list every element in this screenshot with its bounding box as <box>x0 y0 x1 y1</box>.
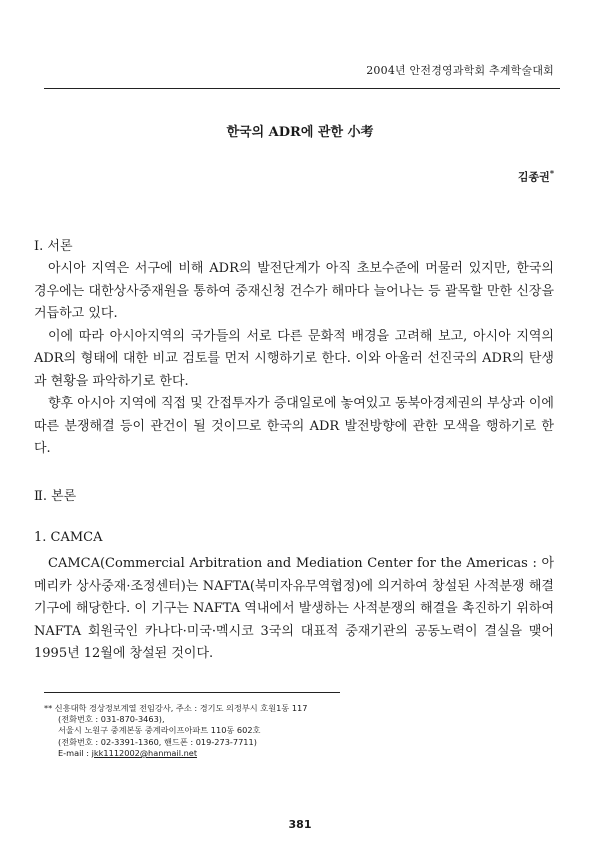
paragraph: 아시아 지역은 서구에 비해 ADR의 발전단계가 아직 초보수준에 머물러 있지만, 한국의 경우에는 대한상사중재원을 통하여 중재신청 건수가 해마다 늘어나는 등 괄목할 만한 신장을 거듭하고 있다. <box>34 261 554 321</box>
page-number: 381 <box>288 818 312 831</box>
author <box>518 168 554 185</box>
paragraph: 향후 아시아 지역에 직접 및 간접투자가 증대일로에 놓여있고 동북아경제권의 부상과 이에 따른 분쟁해결 등이 관건이 될 것이므로 한국의 ADR 발전방향에 관한 모색을 행하기로 한다. <box>34 396 554 456</box>
paragraph: 이에 따라 아시아지역의 국가들의 서로 다른 문화적 배경을 고려해 보고, 아시아 지역의 ADR의 형태에 대한 비교 검토를 먼저 시행하기로 한다. 이와 아울러 선진국의 ADR의 탄생과 현황을 파악하기로 한다. <box>34 328 554 389</box>
footnote-rule <box>44 692 340 693</box>
footnote-line: ** 신흥대학 경상정보계열 전임강사, 주소 : 경기도 의정부시 호원1동 117 <box>44 703 308 713</box>
section-body-camca <box>34 553 554 666</box>
section-heading-body: Ⅱ. 본론 <box>34 489 77 504</box>
section-heading-introduction: Ⅰ. 서론 <box>34 239 73 254</box>
section-body-introduction <box>34 258 554 461</box>
footnote-line: (전화번호 : 031-870-3463), <box>58 714 165 725</box>
footnote-line: (전화번호 : 02-3391-1360, 핸드폰 : 019-273-7711) <box>58 736 257 747</box>
footnote-line: 서울시 노원구 중계본동 중계라이프아파트 110동 602호 <box>58 725 261 736</box>
header-rule <box>44 88 560 89</box>
footnote-email-line <box>44 748 514 759</box>
subsection-heading-camca: 1. CAMCA <box>34 530 103 545</box>
author-footnote <box>44 703 514 759</box>
paper-title: 한국의 ADR에 관한 小考 <box>226 125 374 140</box>
author-mark: * <box>549 168 554 178</box>
email-label: E-mail : <box>58 747 90 758</box>
conference-header: 2004년 안전경영과학회 추계학술대회 <box>366 64 554 77</box>
email-address: jkk1112002@hanmail.net <box>91 747 198 758</box>
author-name: 김종권 <box>517 170 550 184</box>
paragraph: CAMCA(Commercial Arbitration and Mediation Center for the Americas : 아메리카 상사중재·조정센터)는 NAFTA(북미자유무역협정)에 의거하여 창설된 사적분쟁 해결기구에 해당한다. 이 기구는 NAFTA 역내에서 발생하는 사적분쟁의 해결을 촉진하기 위하여 NAFTA 회원국인 카나다·미국·멕시코 3국의 대표적 중재기관의 공동노력이 결실을 맺어 1995년 12월에 창설된 것이다. <box>34 556 554 661</box>
